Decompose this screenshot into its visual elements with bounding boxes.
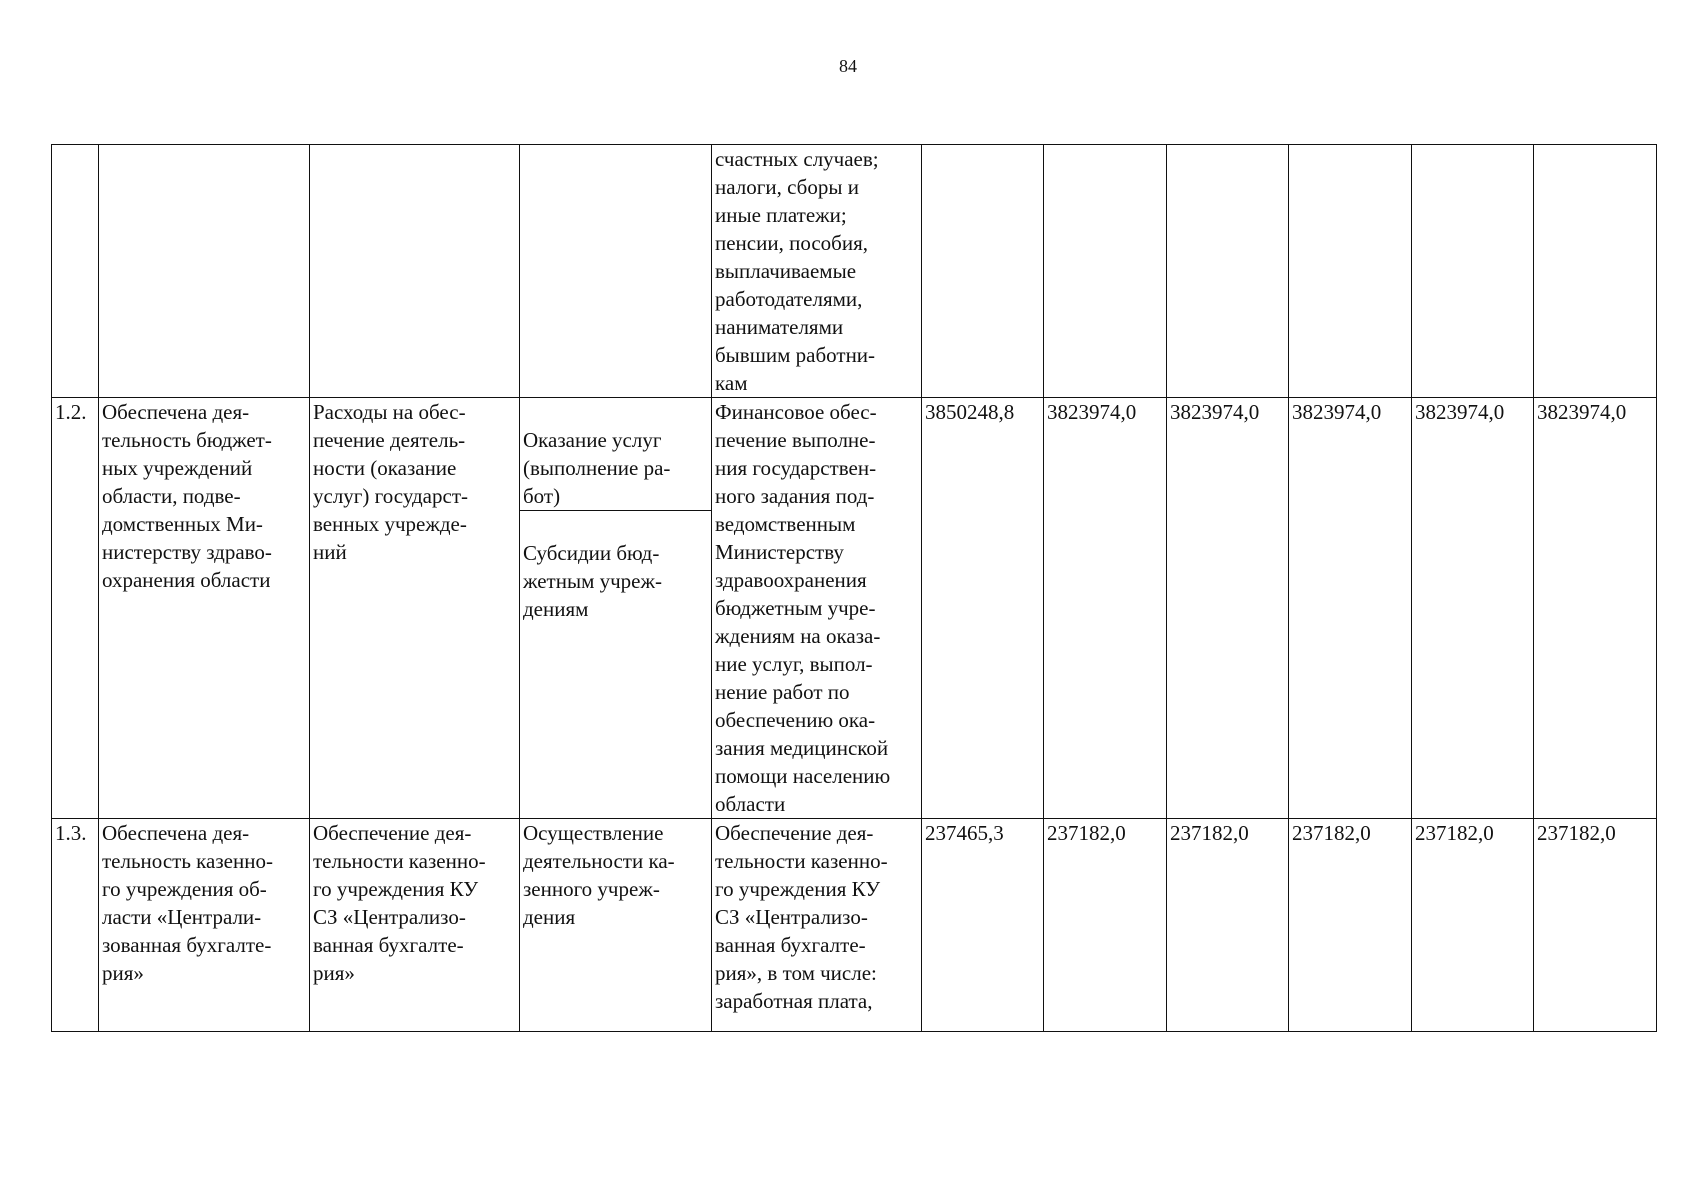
- description-cell: Обеспечение дея- тельности казенно- го учреждения КУ СЗ «Централизо- ванная бухгалте- рия», в том числе: заработная плата,: [712, 819, 922, 1032]
- value-cell: 237182,0: [1534, 819, 1657, 1032]
- result-cell: [99, 145, 310, 398]
- table-row: [52, 819, 1657, 1032]
- value-cell: [1167, 145, 1289, 398]
- expense-cell: Расходы на обес- печение деятель- ности (оказание услуг) государст- венных учрежде- ний: [310, 398, 520, 819]
- description-cell: Финансовое обес- печение выполне- ния государствен- ного задания под- ведомственным Министерству здравоохранения бюджетным учре- ждениям на оказа- ние услуг, выпол- нение работ по обеспечению ока- зания медицинской помощи населению области: [712, 398, 922, 819]
- activity-services: Оказание услуг (выполнение ра- бот): [520, 426, 711, 511]
- row-number-cell: 1.3.: [52, 819, 99, 1032]
- result-cell: Обеспечена дея- тельность казенно- го учреждения об- ласти «Централи- зованная бухгалте- рия»: [99, 819, 310, 1032]
- expense-cell: [310, 145, 520, 398]
- value-cell: 3850248,8: [922, 398, 1044, 819]
- row-number-cell: [52, 145, 99, 398]
- page-number: 84: [839, 56, 857, 76]
- budget-table: [51, 144, 1657, 1032]
- description-cell: счастных случаев; налоги, сборы и иные платежи; пенсии, пособия, выплачиваемые работодателями, нанимателями бывшим работни- кам: [712, 145, 922, 398]
- value-cell: 3823974,0: [1289, 398, 1412, 819]
- value-cell: 3823974,0: [1412, 398, 1534, 819]
- value-cell: 237182,0: [1044, 819, 1167, 1032]
- value-cell: 3823974,0: [1534, 398, 1657, 819]
- result-cell: Обеспечена дея- тельность бюджет- ных учреждений области, подве- домственных Ми- нистерству здраво- охранения области: [99, 398, 310, 819]
- value-cell: 237465,3: [922, 819, 1044, 1032]
- value-cell: 3823974,0: [1044, 398, 1167, 819]
- value-cell: 237182,0: [1167, 819, 1289, 1032]
- table-row: [52, 398, 1657, 819]
- activity-cell: Осуществление деятельности ка- зенного учреж- дения: [520, 819, 712, 1032]
- value-cell: [1044, 145, 1167, 398]
- value-cell: [1534, 145, 1657, 398]
- activity-cell: [520, 145, 712, 398]
- table-row: [52, 145, 1657, 398]
- value-cell: [1412, 145, 1534, 398]
- value-cell: 237182,0: [1289, 819, 1412, 1032]
- expense-cell: Обеспечение дея- тельности казенно- го учреждения КУ СЗ «Централизо- ванная бухгалте- рия»: [310, 819, 520, 1032]
- activity-cell: [520, 398, 712, 819]
- value-cell: [922, 145, 1044, 398]
- activity-subsidies: Субсидии бюд- жетным учреж- дениям: [523, 541, 663, 621]
- row-number-cell: 1.2.: [52, 398, 99, 819]
- value-cell: [1289, 145, 1412, 398]
- value-cell: 237182,0: [1412, 819, 1534, 1032]
- value-cell: 3823974,0: [1167, 398, 1289, 819]
